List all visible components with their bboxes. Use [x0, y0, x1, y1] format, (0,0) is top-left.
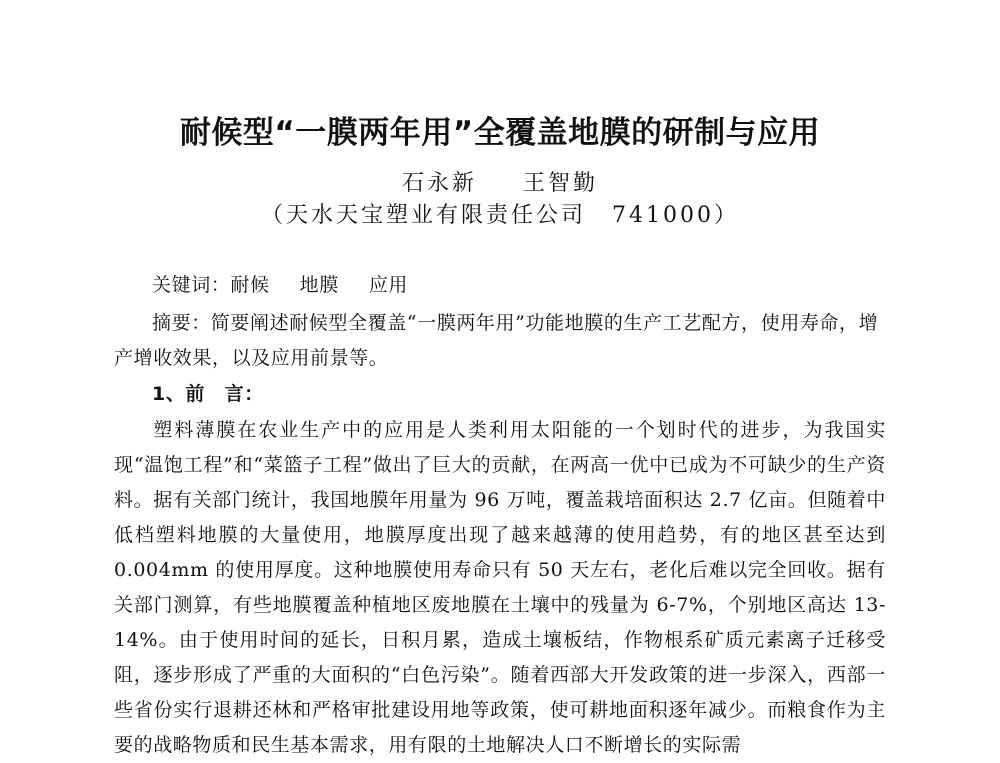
keywords-label: 关键词： [152, 274, 231, 296]
body-paragraph [114, 413, 886, 763]
section-body [114, 413, 886, 763]
abstract-text: 摘要：简要阐述耐候型全覆盖“一膜两年用”功能地膜的生产工艺配方，使用寿命，增产增收效果，以及应用前景等。 [114, 312, 879, 369]
keyword: 耐候 [230, 274, 270, 296]
author-name: 王智勤 [523, 171, 599, 196]
abstract-paragraph [114, 306, 886, 376]
affiliation [0, 201, 1000, 231]
keyword: 地膜 [299, 274, 339, 296]
affiliation-postcode: 741000） [612, 203, 739, 228]
section-heading-text: 1、前 言： [152, 383, 264, 405]
body-paragraph-text: 塑料薄膜在农业生产中的应用是人类利用太阳能的一个划时代的进步，为我国实现“温饱工程”和“菜篮子工程”做出了巨大的贡献，在两高一优中已成为不可缺少的生产资料。据有关部门统计，我国地膜年用量为 96 万吨，覆盖栽培面积达 2.7 亿亩。但随着中低档塑料地膜的大量使用，地膜厚度出现了越来越薄的使用趋势，有的地区甚至达到 0.004mm 的使用厚度。这种地膜使用寿命只有 50 天左右，老化后难以完全回收。据有关部门测算，有些地膜覆盖种植地区废地膜在土壤中的残量为 6-7%，个别地区高达 13-14%。由于使用时间的延长，日积月累，造成土壤板结，作物根系矿质元素离子迁移受阻，逐步形成了严重的大面积的“白色污染”。随着西部大开发政策的进一步深入，西部一些省份实行退耕还林和严格审批建设用地等政策，使可耕地面积逐年减少。而粮食作为主要的战略物质和民生基本需求，用有限的土地解决人口不断增长的实际需 [114, 419, 886, 756]
author-name: 石永新 [401, 171, 477, 196]
affiliation-org: （天水天宝塑业有限责任公司 [261, 203, 587, 228]
keyword: 应用 [368, 274, 409, 296]
paper-title: 耐候型“一膜两年用”全覆盖地膜的研制与应用 [179, 115, 821, 151]
author-list [0, 169, 1000, 199]
keywords-line [114, 268, 886, 303]
section-heading [114, 377, 886, 412]
